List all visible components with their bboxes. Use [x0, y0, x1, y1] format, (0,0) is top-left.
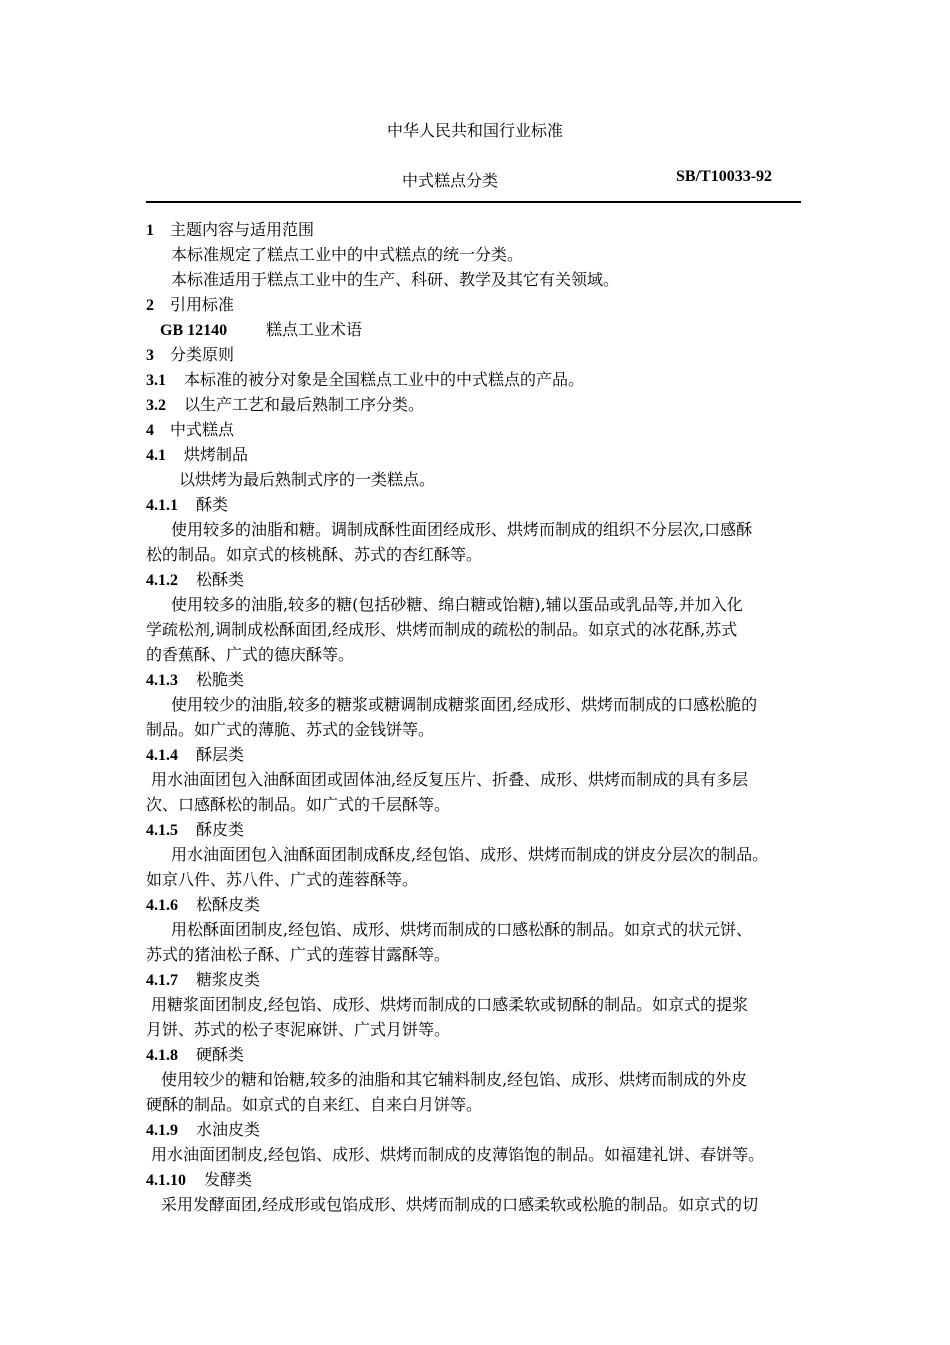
clause-text: 本标准的被分对象是全国糕点工业中的中式糕点的产品。 [184, 370, 585, 389]
paragraph: 制品。如广式的薄脆、苏式的金钱饼等。 [146, 720, 435, 739]
item-heading [146, 817, 806, 842]
paragraph: 苏式的猪油松子酥、广式的莲蓉甘露酥等。 [146, 945, 451, 964]
item-number: 4.1.10 [146, 1172, 186, 1189]
paragraph: 采用发酵面团,经成形或包馅成形、烘烤而制成的口感柔软或松脆的制品。如京式的切 [161, 1195, 759, 1214]
item-number: 4.1.5 [146, 822, 178, 839]
paragraph: 硬酥的制品。如京式的自来红、自来白月饼等。 [146, 1095, 483, 1114]
paragraph: 使用较少的油脂,较多的糖浆或糖调制成糖浆面团,经成形、烘烤而制成的口感松脆的 [171, 695, 758, 714]
clause-number: 4.1 [146, 447, 166, 464]
reference-title: 糕点工业术语 [266, 320, 363, 339]
issuing-authority: 中华人民共和国行业标准 [386, 121, 563, 140]
section-heading [146, 417, 806, 442]
item-number: 4.1.1 [146, 497, 178, 514]
paragraph: 松的制品。如京式的核桃酥、苏式的杏红酥等。 [146, 545, 483, 564]
paragraph: 学疏松剂,调制成松酥面团,经成形、烘烤而制成的疏松的制品。如京式的冰花酥,苏式 [146, 620, 738, 639]
item-heading [146, 1042, 806, 1067]
paragraph: 用糖浆面团制皮,经包馅、成形、烘烤而制成的口感柔软或韧酥的制品。如京式的提浆 [151, 995, 749, 1014]
paragraph: 以烘烤为最后熟制式序的一类糕点。 [179, 470, 436, 489]
paragraph: 用水油面团制皮,经包馅、成形、烘烤而制成的皮薄馅饱的制品。如福建礼饼、春饼等。 [151, 1145, 765, 1164]
item-number: 4.1.4 [146, 747, 178, 764]
section-title: 引用标准 [170, 295, 235, 314]
paragraph: 本标准规定了糕点工业中的中式糕点的统一分类。 [171, 245, 524, 264]
paragraph: 本标准适用于糕点工业中的生产、科研、教学及其它有关领域。 [171, 270, 620, 289]
section-heading [146, 342, 806, 367]
clause [146, 392, 806, 417]
item-title: 松酥皮类 [196, 895, 261, 914]
item-heading [146, 1117, 806, 1142]
paragraph: 使用较多的油脂和糖。调制成酥性面团经成形、烘烤而制成的组织不分层次,口感酥 [171, 520, 753, 539]
section-title: 主题内容与适用范围 [170, 220, 315, 239]
paragraph: 如京八件、苏八件、广式的莲蓉酥等。 [146, 870, 419, 889]
item-heading [146, 567, 806, 592]
section-number: 4 [146, 422, 154, 439]
section-number: 3 [146, 347, 154, 364]
paragraph: 月饼、苏式的松子枣泥麻饼、广式月饼等。 [146, 1020, 451, 1039]
item-number: 4.1.2 [146, 572, 178, 589]
item-title: 酥类 [196, 495, 229, 514]
paragraph: 用水油面团包入油酥面团制成酥皮,经包馅、成形、烘烤而制成的饼皮分层次的制品。 [171, 845, 769, 864]
paragraph: 用水油面团包入油酥面团或固体油,经反复压片、折叠、成形、烘烤而制成的具有多层 [151, 770, 749, 789]
reference-entry [146, 317, 806, 342]
item-heading [146, 742, 806, 767]
document-title: 中式糕点分类 [401, 171, 498, 190]
item-heading [146, 667, 806, 692]
document-body [146, 217, 806, 1217]
clause [146, 442, 806, 467]
item-heading [146, 892, 806, 917]
item-title: 硬酥类 [196, 1045, 245, 1064]
clause-number: 3.1 [146, 372, 166, 389]
item-heading [146, 492, 806, 517]
item-heading [146, 967, 806, 992]
reference-code: GB 12140 [160, 322, 228, 339]
item-title: 发酵类 [204, 1170, 253, 1189]
item-title: 水油皮类 [196, 1120, 261, 1139]
paragraph: 用松酥面团制皮,经包馅、成形、烘烤而制成的口感松酥的制品。如京式的状元饼、 [171, 920, 753, 939]
item-title: 松脆类 [196, 670, 245, 689]
item-number: 4.1.9 [146, 1122, 178, 1139]
clause [146, 367, 806, 392]
item-number: 4.1.7 [146, 972, 178, 989]
clause-number: 3.2 [146, 397, 166, 414]
paragraph: 的香蕉酥、广式的德庆酥等。 [146, 645, 355, 664]
item-title: 酥皮类 [196, 820, 245, 839]
clause-text: 以生产工艺和最后熟制工序分类。 [184, 395, 425, 414]
section-title: 分类原则 [170, 345, 235, 364]
item-title: 松酥类 [196, 570, 245, 589]
paragraph: 使用较多的油脂,较多的糖(包括砂糖、绵白糖或饴糖),辅以蛋品或乳品等,并加入化 [171, 595, 743, 614]
header-rule [146, 201, 801, 203]
section-number: 1 [146, 222, 154, 239]
section-title: 中式糕点 [170, 420, 235, 439]
paragraph: 次、口感酥松的制品。如广式的千层酥等。 [146, 795, 451, 814]
paragraph: 使用较少的糖和饴糖,较多的油脂和其它辅料制皮,经包馅、成形、烘烤而制成的外皮 [161, 1070, 748, 1089]
item-number: 4.1.6 [146, 897, 178, 914]
item-title: 糖浆皮类 [196, 970, 261, 989]
item-number: 4.1.3 [146, 672, 178, 689]
clause-title: 烘烤制品 [184, 445, 249, 464]
item-heading [146, 1167, 806, 1192]
item-number: 4.1.8 [146, 1047, 178, 1064]
section-number: 2 [146, 297, 154, 314]
item-title: 酥层类 [196, 745, 245, 764]
section-heading [146, 217, 806, 242]
section-heading [146, 292, 806, 317]
standard-code: SB/T10033-92 [676, 168, 773, 185]
